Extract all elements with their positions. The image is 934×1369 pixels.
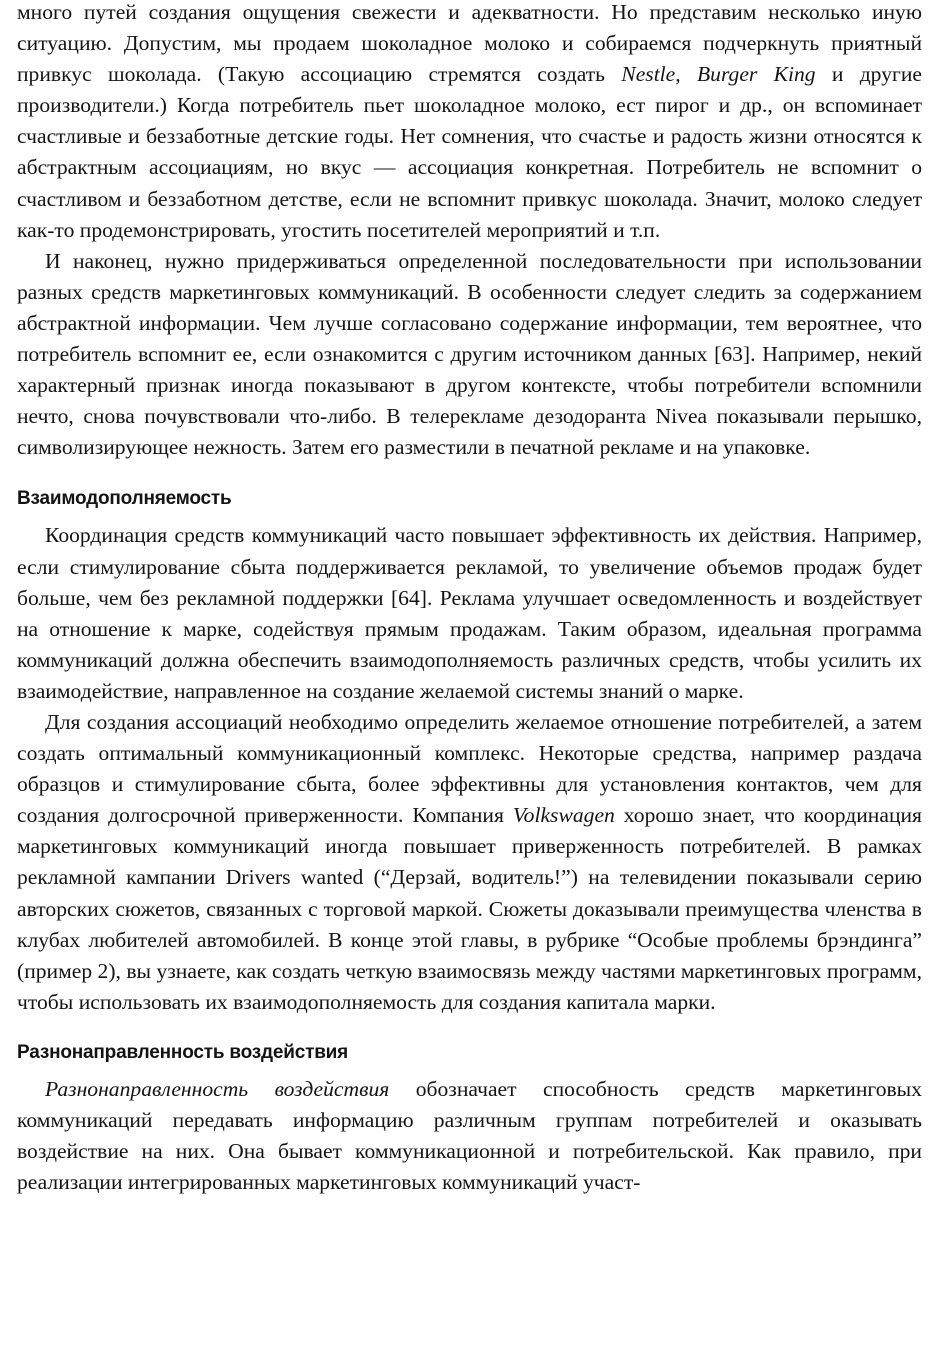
paragraph-versatility (17, 1074, 922, 1198)
brand-volkswagen: Volkswagen (512, 803, 615, 828)
paragraph-text: Для создания ассоциаций необходимо определить желаемое отношение потребителей, а затем создать оптимальный коммуникационный комплекс. Некоторые средства, например раздача образцов и стимулирование сбыта, более эффективны для установления контактов, чем для создания долгосрочной приверженности. Компания (17, 709, 922, 828)
paragraph-text: обозначает способность средств маркетинговых коммуникаций передавать информацию различным группам потребителей и оказывать воздействие на них. Она бывает коммуникационной и потребительской. Как правило, при реализации интегрированных маркетинговых коммуникаций участ- (17, 1076, 922, 1195)
paragraph-associations (17, 707, 922, 1018)
term-versatility: Разнонаправленность воздействия (45, 1076, 390, 1101)
section-heading-complementarity: Взаимодополняемость (17, 488, 232, 510)
paragraph-text: и другие производители.) Когда потребитель пьет шоколадное молоко, ест пирог и др., он вспоминает счастливые и беззаботные детские годы. Нет сомнения, что счастье и радость жизни относятся к абстрактным ассоциациям, но вкус — ассоциация конкретная. Потребитель не вспомнит о счастливом и беззаботном детстве, если не вспомнит привкус шоколада. Значит, молоко следует как-то продемонстрировать, угостить посетителей мероприятий и т.п. (17, 62, 922, 242)
brand-nestle: Nestle (621, 62, 676, 87)
paragraph-text: хорошо знает, что координация маркетинговых коммуникаций иногда повышает приверженность потребителей. В рамках рекламной кампании Drivers wanted (“Дерзай, водитель!”) на телевидении показывали серию авторских сюжетов, связанных с торговой маркой. Сюжеты доказывали преимущества членства в клубах любителей автомобилей. В конце этой главы, в рубрике “Особые проблемы брэндинга” (пример 2), вы узнаете, как создать четкую взаимосвязь между частями маркетинговых программ, чтобы использовать их взаимодополняемость для создания капитала марки. (17, 803, 922, 1014)
paragraph-text: , (675, 62, 697, 87)
section-heading-versatility: Разнонаправленность воздействия (17, 1041, 349, 1063)
paragraph-text: много путей создания ощущения свежести и адекватности. Но представим несколько иную ситуацию. Допустим, мы продаем шоколадное молоко и собираемся подчеркнуть приятный привкус шоколада. (Такую ассоциацию стремятся создать (17, 0, 922, 87)
paragraph-coordination: Координация средств коммуникаций часто повышает эффективность их действия. Например, если стимулирование сбыта поддерживается рекламой, то увеличение объемов продаж будет больше, чем без рекламной поддержки [64]. Реклама улучшает осведомленность и воздействует на отношение к марке, содействуя прямым продажам. Таким образом, идеальная программа коммуникаций должна обеспечить взаимодополняемость различных средств, чтобы усилить их взаимодействие, направленное на создание желаемой системы знаний о марке. (17, 523, 922, 703)
paragraph-consistency: И наконец, нужно придерживаться определенной последовательности при использовании разных средств маркетинговых коммуникаций. В особенности следует следить за содержанием абстрактной информации. Чем лучше согласовано содержание информации, тем вероятнее, что потребитель вспомнит ее, если ознакомится с другим источником данных [63]. Например, некий характерный признак иногда показывают в другом контексте, чтобы потребители вспомнили нечто, снова почувствовали что-либо. В телерекламе дезодоранта Nivea показывали перышко, символизирующее нежность. Затем его разместили в печатной рекламе и на упаковке. (17, 248, 922, 460)
paragraph-chocolate-milk (17, 0, 922, 246)
brand-burger-king: Burger King (696, 62, 816, 87)
